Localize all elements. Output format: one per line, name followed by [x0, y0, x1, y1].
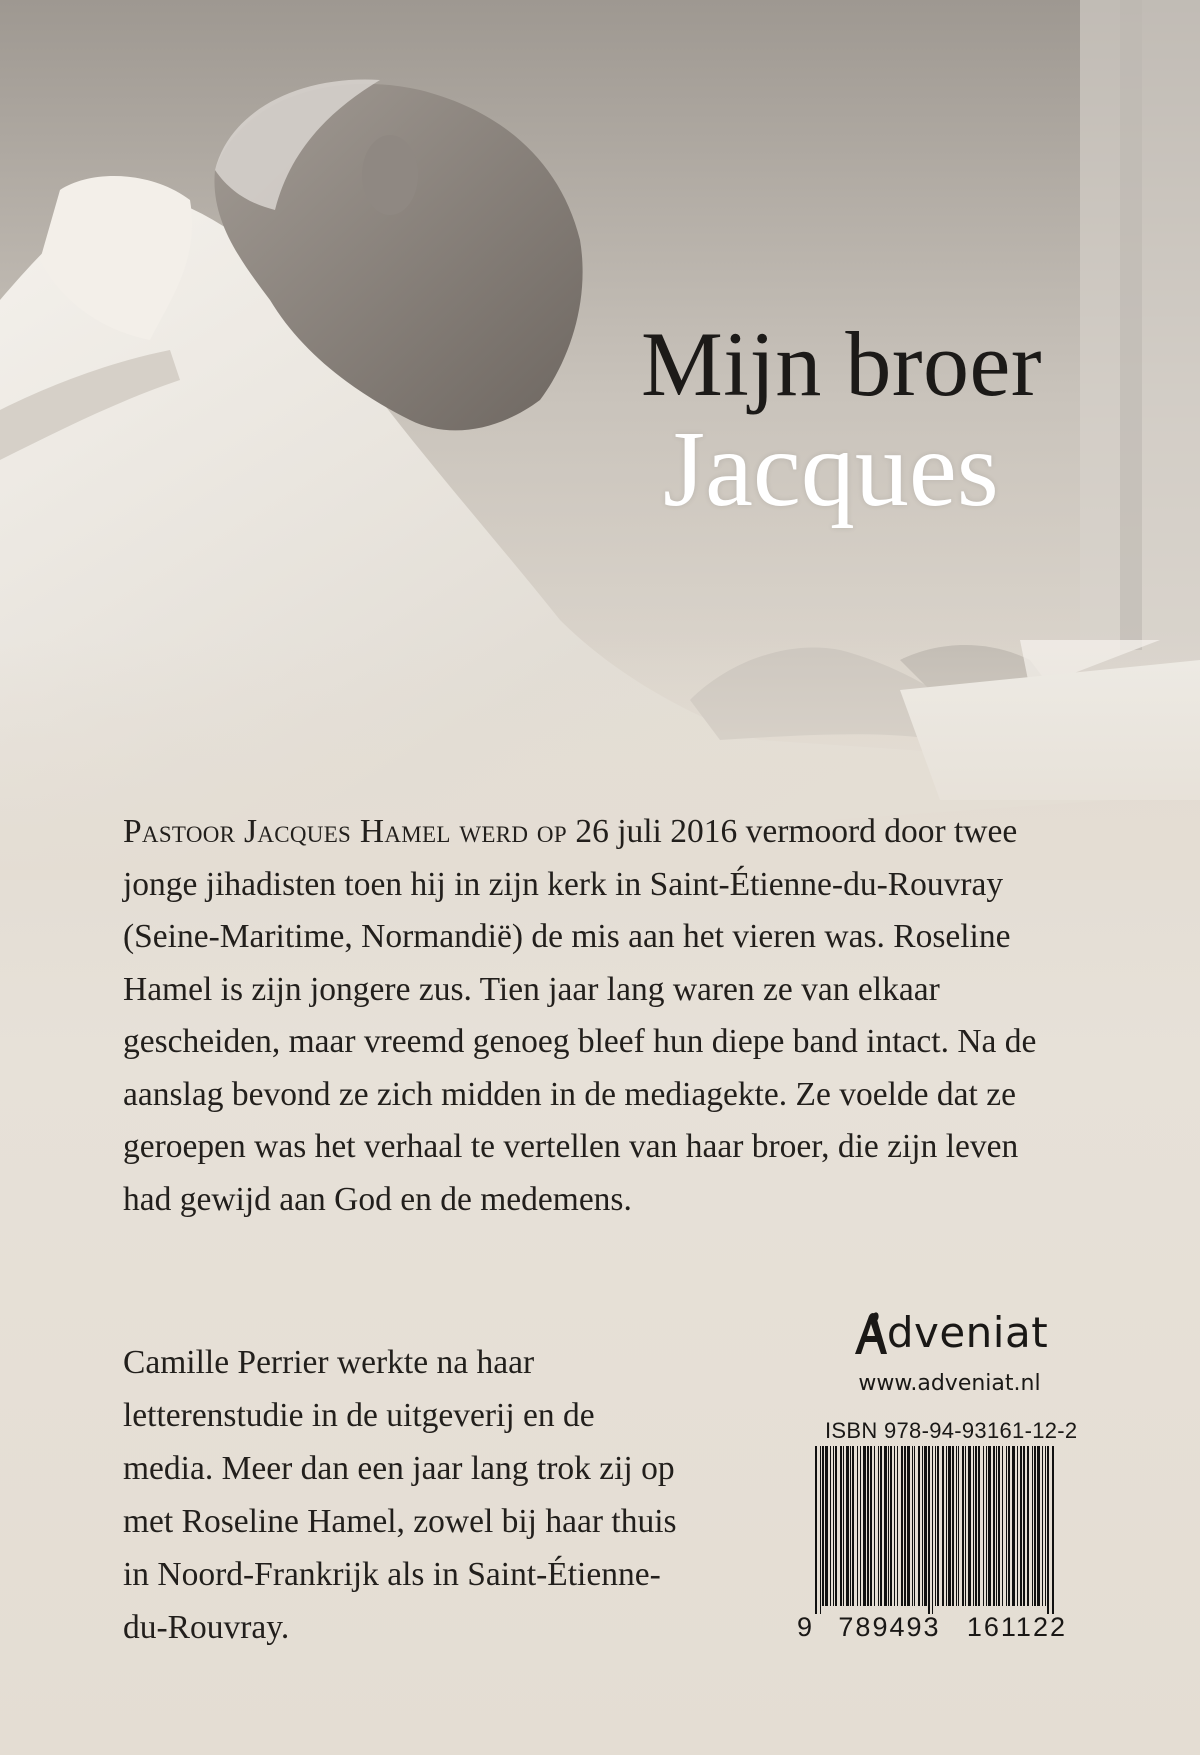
barcode-bar — [924, 1446, 927, 1606]
ean13-barcode-icon — [795, 1446, 1075, 1614]
barcode-bar — [1002, 1446, 1003, 1606]
barcode-bar — [946, 1446, 947, 1606]
barcode-bar — [874, 1446, 875, 1606]
barcode-bar — [956, 1446, 957, 1606]
barcode-bar — [1017, 1446, 1018, 1606]
barcode-bar — [978, 1446, 980, 1606]
barcode-bar — [894, 1446, 895, 1606]
barcode-digits — [797, 1612, 1067, 1643]
publisher-block — [822, 1308, 1077, 1396]
barcode-bar — [986, 1446, 987, 1606]
barcode-bar — [1012, 1446, 1015, 1606]
barcode-bar — [932, 1446, 933, 1614]
barcode-bar — [942, 1446, 944, 1606]
title-line-2: Jacques — [662, 410, 999, 529]
blurb-text: 26 juli 2016 vermoord door twee jonge jihadisten toen hij in zijn kerk in Saint-Étienne-du-Rouvray (Seine-Maritime, Normandië) de mis aan het vieren was. Roseline Hamel is zijn jongere zus. Tien jaar lang waren ze van elkaar gescheiden, maar vreemd genoeg bleef hun diepe band intact. Na de aanslag bevond ze zich midden in de mediagekte. Ze voelde dat ze geroepen was het verhaal te vertellen van haar broer, die zijn leven had gewijd aan God en de medemens. — [123, 813, 1037, 1218]
barcode-bar — [1006, 1446, 1007, 1606]
barcode-bar — [870, 1446, 872, 1606]
barcode-bar — [860, 1446, 861, 1606]
barcode-bar — [857, 1446, 858, 1606]
blurb-lead: Pastoor Jacques Hamel werd op — [123, 813, 567, 850]
barcode-bar — [937, 1446, 939, 1606]
barcode-bar — [1034, 1446, 1036, 1606]
barcode-bar — [888, 1446, 889, 1606]
barcode-bar — [815, 1446, 817, 1614]
barcode-bar — [850, 1446, 851, 1606]
barcode-bar — [840, 1446, 842, 1606]
barcode-bar — [996, 1446, 997, 1606]
isbn-label: ISBN 978-94-93161-12-2 — [825, 1418, 1078, 1443]
barcode-bar — [843, 1446, 844, 1606]
barcode-bar — [846, 1446, 849, 1606]
publisher-url: www.adveniat.nl — [858, 1371, 1041, 1396]
barcode-bar — [983, 1446, 984, 1606]
barcode-bar — [993, 1446, 995, 1606]
barcode-bar — [822, 1446, 824, 1606]
barcode-bar — [863, 1446, 866, 1606]
barcode-bar — [975, 1446, 977, 1606]
barcode-bar — [1027, 1446, 1029, 1606]
barcode-bar — [973, 1446, 974, 1606]
barcode-bar — [962, 1446, 964, 1606]
barcode-bar — [901, 1446, 903, 1606]
barcode-bar — [922, 1446, 923, 1606]
barcode-bar — [1047, 1446, 1049, 1614]
barcode-bar — [880, 1446, 882, 1606]
barcode-bar — [1023, 1446, 1025, 1606]
publisher-logo — [822, 1308, 1077, 1357]
barcode-bar — [830, 1446, 831, 1606]
barcode-bar — [884, 1446, 887, 1606]
barcode-bar — [952, 1446, 954, 1606]
barcode-digit-group-right: 161122 — [966, 1612, 1067, 1642]
barcode-bar — [907, 1446, 910, 1606]
barcode-bar — [820, 1446, 821, 1614]
author-bio: Camille Perrier werkte na haar letterenstudie in de uitgeverij en de media. Meer dan een jaar lang trok zij op met Roseline Hamel, zowel bij haar thuis in Noord-Frankrijk als in Saint-Étienne-du-Rouvray. — [123, 1344, 677, 1646]
book-title — [640, 313, 1042, 529]
barcode-bar — [1008, 1446, 1010, 1606]
barcode-bar — [835, 1446, 837, 1606]
title-line-1: Mijn broer — [640, 313, 1042, 415]
barcode-bar — [965, 1446, 966, 1606]
barcode-bar — [825, 1446, 828, 1606]
publisher-name: dveniat — [886, 1308, 1049, 1357]
barcode-bar — [958, 1446, 959, 1606]
barcode-bar — [998, 1446, 1000, 1606]
barcode-bar — [833, 1446, 834, 1606]
barcode-bar — [890, 1446, 892, 1606]
barcode-bar — [897, 1446, 898, 1606]
barcode-bar — [867, 1446, 869, 1606]
barcode-bar — [1042, 1446, 1043, 1606]
barcode-digit-lead: 9 — [797, 1612, 813, 1642]
barcode-bar — [1045, 1446, 1046, 1606]
barcode-bar — [948, 1446, 951, 1606]
barcode-bar — [912, 1446, 913, 1606]
barcode-bar — [935, 1446, 936, 1606]
barcode-bar — [1037, 1446, 1040, 1606]
barcode-bar — [918, 1446, 920, 1606]
book-blurb — [123, 806, 1068, 1226]
barcode-digit-group-left: 789493 — [838, 1612, 941, 1642]
barcode-bar — [988, 1446, 991, 1606]
barcode-bar — [1020, 1446, 1022, 1606]
flame-a-logo-icon — [851, 1310, 891, 1356]
barcode-bar — [968, 1446, 971, 1606]
barcode-bar — [1032, 1446, 1033, 1606]
barcode-bar — [904, 1446, 906, 1606]
barcode-bar — [878, 1446, 879, 1606]
barcode-bar — [914, 1446, 915, 1606]
barcode-bar — [928, 1446, 930, 1614]
barcode-bar — [852, 1446, 854, 1606]
barcode-bar — [1052, 1446, 1054, 1614]
